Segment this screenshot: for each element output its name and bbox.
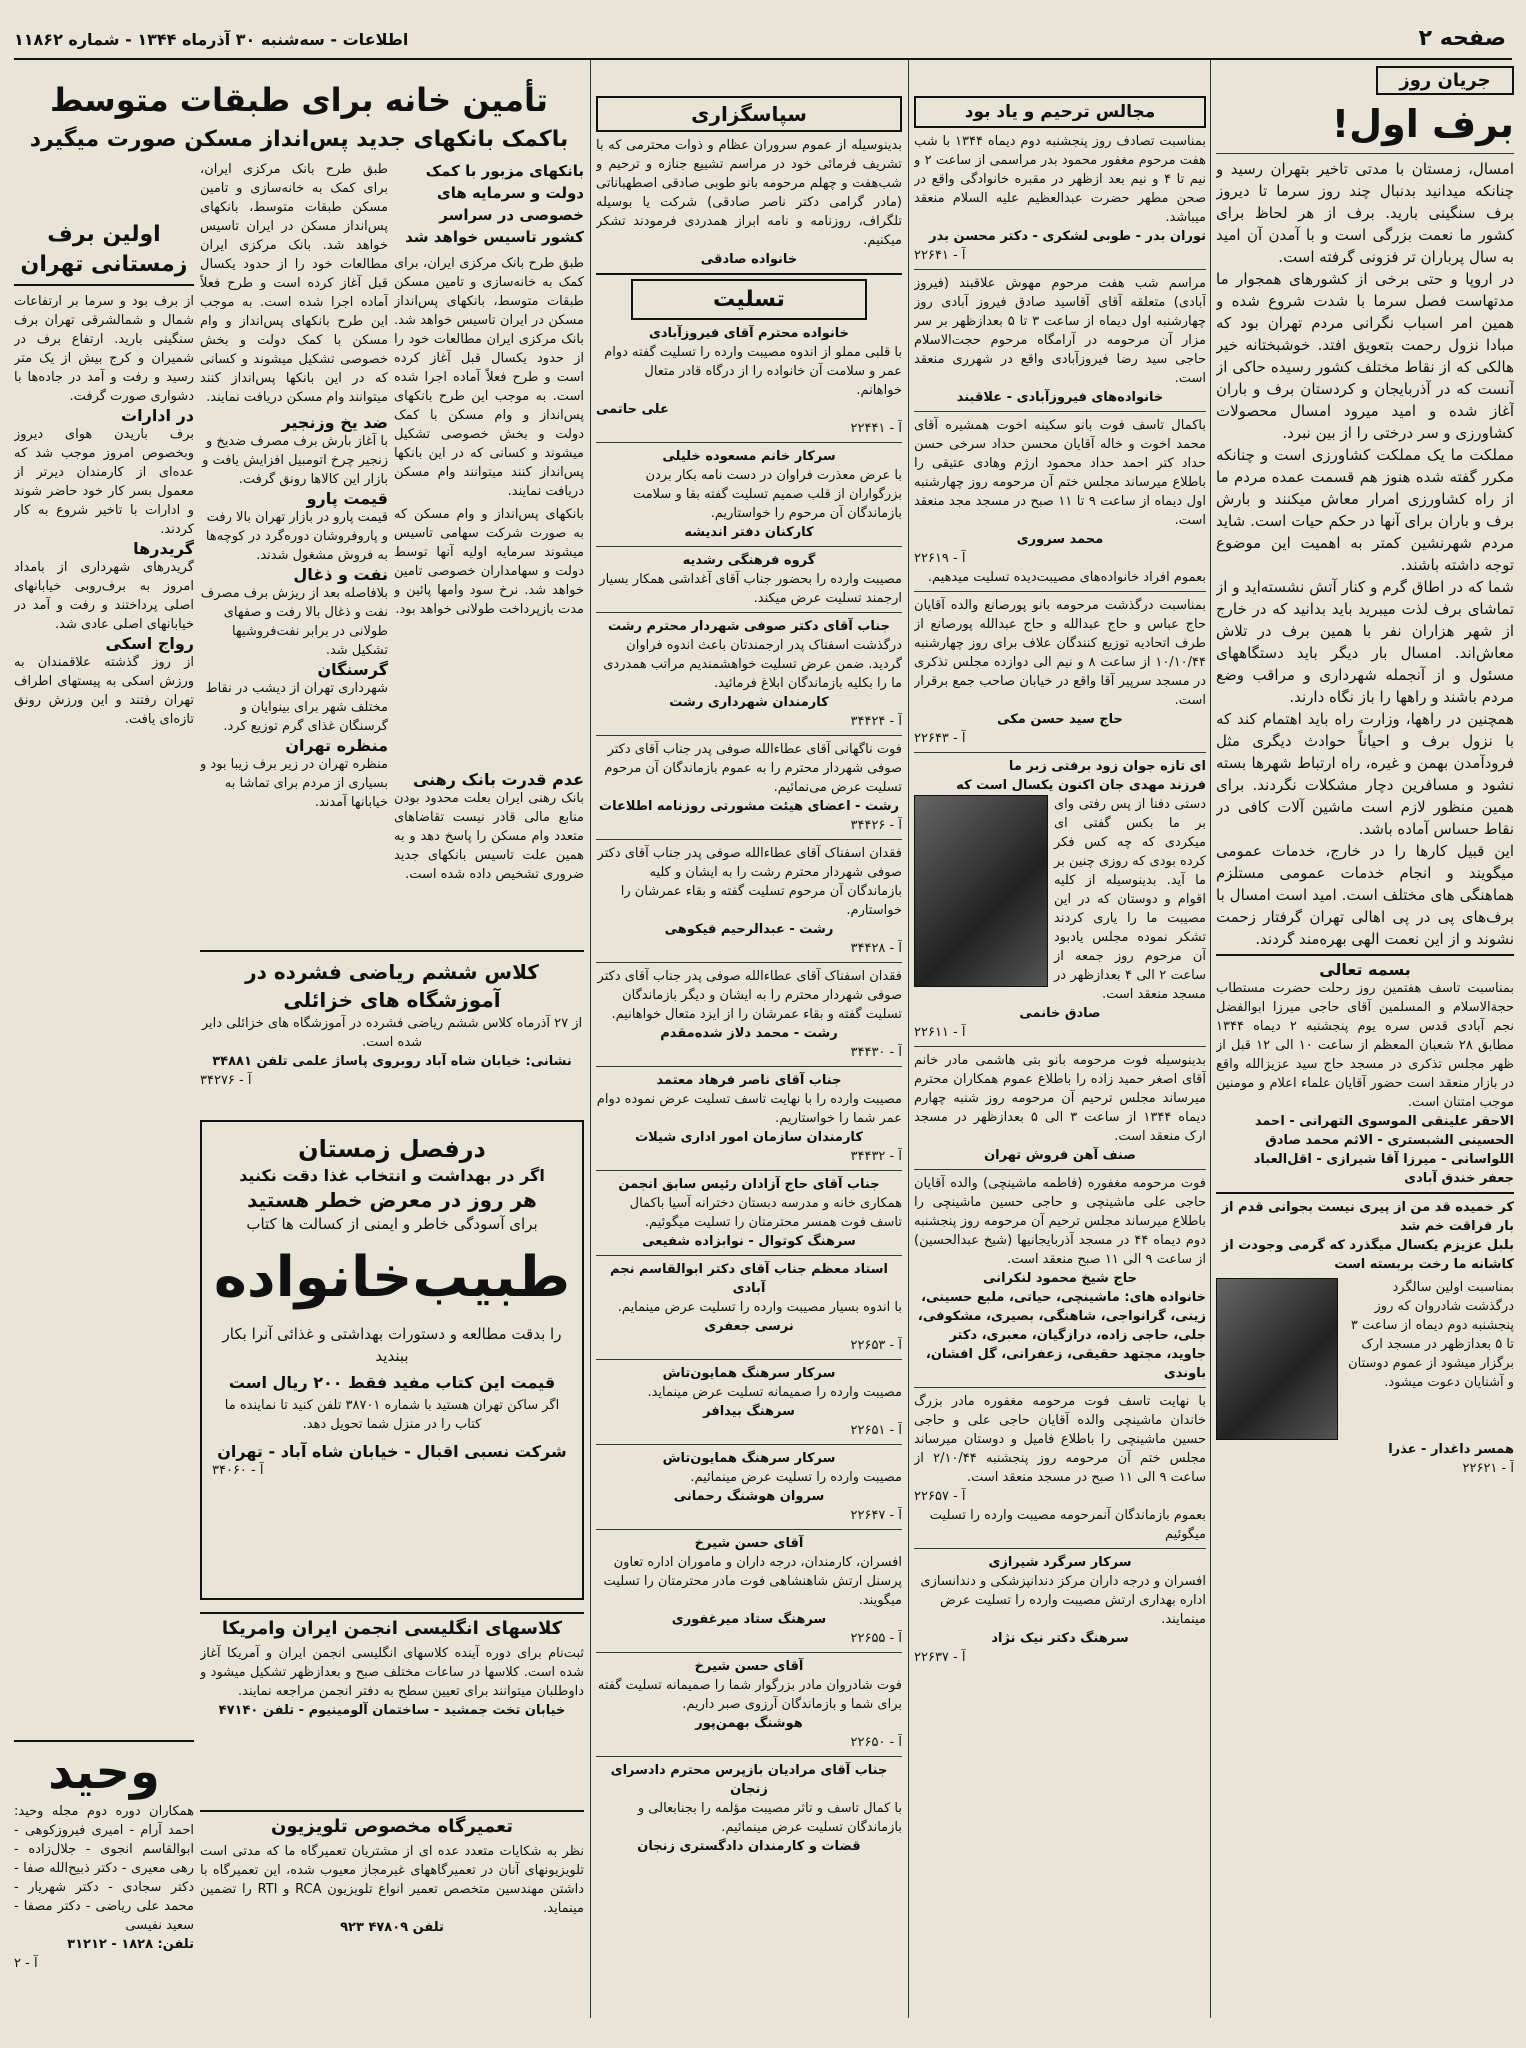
divider bbox=[596, 1756, 902, 1757]
condolence-signature: سرهنگ کوتوال - نوابزاده شفیعی bbox=[642, 1234, 856, 1249]
condolence-signature: رشت - اعضای هیئت مشورتی روزنامه اطلاعات bbox=[599, 799, 899, 814]
divider bbox=[914, 1548, 1206, 1549]
ad-price: قیمت این کتاب مفید فقط ۲۰۰ ریال است bbox=[228, 1373, 556, 1392]
divider bbox=[596, 1359, 902, 1360]
ad-body: همکاران دوره دوم مجله وحید: احمد آرام - امیری فیروزکوهی - ابوالقاسم انجوی - جلال‌زاده - رهی معیری - دکتر ذبیح‌الله صفا - دکتر سجادی - دکتر شهریار - محمد علی ریاضی - دکتر مصفا - سعید نفیسی bbox=[14, 1804, 194, 1933]
editorial-paragraph: این قبیل کارها را در خارج، خدمات عمومی میگویند و انجام خدمات عمومی مستلزم هماهنگی های مختلف است. امید است امسال با برف‌های پی در پی اهالی تهران گرفتار زحمت نشوند و از این نعمت الهی بهره‌مند گردند. bbox=[1216, 842, 1514, 948]
ad-code: آ - ۲۲۶۵۱ bbox=[850, 1423, 902, 1438]
article-subheading: قیمت پارو bbox=[306, 489, 388, 508]
ad-body: نظر به شکایات متعدد عده ای از مشتریان تعمیرگاه ما که مدتی است تلویزیونهای آنان در تعمیرگاههای غیرمجاز معیوب شده، این تعمیرگاه با داشتن مهندسین متخصص تعمیر انواع تلویزیون RCA و RTI را تضمین مینماید. bbox=[200, 1844, 584, 1916]
section-header: سپاسگزاری bbox=[596, 96, 902, 132]
ad-line: اگر در بهداشت و انتخاب غذا دقت نکنید bbox=[239, 1166, 545, 1185]
notice-signature: صادق خانمی bbox=[1019, 1006, 1101, 1021]
thanks-signature: خانواده صادقی bbox=[700, 252, 798, 267]
section-header: تسلیت bbox=[631, 279, 867, 320]
article-paragraph: گریدرهای شهرداری از بامداد امروز به برف‌روبی خیابانهای اصلی پرداختند و رفت و آمد در خیابانهای اصلی عادی شد. bbox=[14, 560, 194, 632]
article-paragraph: از روز گذشته علاقمندان به ورزش اسکی به پیستهای اطراف تهران رفتند و این ورزش رونق تازه‌ای یافت. bbox=[14, 655, 194, 727]
ad-code: آ - ۳۴۰۶۰ bbox=[212, 1463, 264, 1478]
ad-headline: کلاسهای انگلیسی انجمن ایران وامریکا bbox=[221, 1618, 563, 1639]
ad-code: آ - ۳۴۴۲۸ bbox=[850, 941, 902, 956]
memorial-poem: کر خمیده قد من از پیری نیست بجوانی قدم از بار فراقت خم شد بلبل عزیزم یکسال میگذرد که گرمی وجودت از کاشانه ما رخت بربسته است bbox=[1221, 1200, 1514, 1272]
notice: بدینوسیله فوت مرحومه بانو بتی هاشمی مادر خانم آقای اصغر حمید زاده را باطلاع عموم همکاران محترم میرساند مجلس ترحیم آن مرحومه روز شنبه چهارم دیماه ۱۳۴۴ از ساعت ۳ الی ۵ بعدازظهر در مسجد ارک منعقد است. bbox=[914, 1053, 1206, 1144]
condolence-signature: کارمندان سازمان امور اداری شیلات bbox=[635, 1130, 863, 1145]
divider bbox=[596, 442, 902, 443]
article-headline: اولین برف زمستانی تهران bbox=[14, 220, 194, 286]
ad-address: نشانی: خیابان شاه آباد روبروی پاساژ علمی تلفن ۳۴۸۸۱ bbox=[212, 1054, 572, 1069]
ad-headline: تعمیرگاه مخصوص تلویزیون bbox=[270, 1816, 514, 1837]
article-subheading: منظره تهران bbox=[285, 736, 388, 755]
ad-phone: تلفن: ۱۸۲۸ - ۳۱۲۱۲ bbox=[67, 1937, 194, 1952]
ad-code: آ - ۲۲۶۲۱ bbox=[1462, 1461, 1514, 1476]
divider bbox=[596, 1066, 902, 1067]
ad-code: آ - ۳۴۴۳۰ bbox=[850, 1045, 902, 1060]
divider bbox=[596, 1170, 902, 1171]
column-rule bbox=[908, 60, 909, 2018]
editorial-paragraph: در اروپا و حتی برخی از کشورهای همجوار ما مدتهاست فصل سرما با شدت شروع شده و همین امر اسباب نگرانی مردم تهران بود که مبادا نزول رحمت بتعویق افتد. خوشبختانه خیر هالکی که از نقاط مختلف کشور رسیده حاکی از آنست که در آذربایجان و کردستان برف و باران آغاز شده و امید میرود امسال محصولات کشاورزی و سر درختی را از بین نبرد. bbox=[1216, 270, 1514, 442]
vahid-ad bbox=[14, 1740, 194, 2020]
family-names: خانواده های: ماشینچی، حیاتی، ملبع حسینی، زینی، گرانواجی، شاهنگی، بصیری، مشکوفی، جلی، حاجی زاده، درازگیان، معبری، دکتر جاوید، مجتهد حقیقی، زعفرانی، گل افشان، باوندی bbox=[917, 1290, 1206, 1381]
condolence-title: آقای حسن شیرخ bbox=[694, 1536, 804, 1551]
memorial-body: بمناسبت اولین سالگرد درگذشت شادروان که روز پنجشنبه دوم دیماه از ساعت ۳ تا ۵ بعدازظهر در مسجد ارک برگزار میشود از عموم دوستان و آشنایان دعوت میشود. bbox=[1348, 1280, 1514, 1390]
notice-signature: حاج سید حسن مکی bbox=[997, 712, 1123, 727]
condolence-signature: سروان هوشنگ رحمانی bbox=[673, 1489, 825, 1504]
condolence-signature: علی حاتمی bbox=[596, 402, 669, 417]
condolence-title: سرکار خانم مسعوده خلیلی bbox=[662, 449, 836, 464]
class-ad bbox=[200, 950, 584, 1110]
condolence-title: سرکار سرهنگ همایون‌تاش bbox=[662, 1366, 836, 1381]
divider bbox=[914, 411, 1206, 412]
divider bbox=[596, 962, 902, 963]
bank-article bbox=[394, 770, 584, 930]
book-ad bbox=[200, 1120, 584, 1600]
ad-code: آ - ۲۲۶۱۱ bbox=[914, 1025, 966, 1040]
ad-brand: طبیب‌خانواده bbox=[213, 1245, 571, 1310]
page-number: صفحه ۲ bbox=[1418, 26, 1506, 51]
condolence-body: فقدان اسفناک آقای عطاءالله صوفی پدر جناب آقای دکتر صوفی شهردار محترم را به ایشان و دیگر بازماندگان تسلیت گفته و بقاء عمرشان را از ایزد متعال خواهانیم. bbox=[597, 969, 902, 1022]
notice: دستی دفنا از پس رفتی وای بر ما بکس گفتی ای میکردی که چه کس فکر کرده بودی که روزی چنین بر ما آید. بدینوسیله از کلیه اقوام و دوستان که در این مصیبت ما را یاری کردند تشکر نموده مجلس یادبود آن مرحوم روز جمعه از ساعت ۲ الی ۴ بعدازظهر در مسجد منعقد است. bbox=[1054, 797, 1206, 1002]
ad-code: آ - ۲۲۶۵۷ bbox=[914, 1489, 966, 1504]
memorial-signature: همسر داغدار - عذرا bbox=[1388, 1442, 1514, 1457]
article-subheadline: باکمک بانکهای جدید پس‌انداز مسکن صورت میگیرد bbox=[29, 127, 569, 152]
divider bbox=[596, 273, 902, 275]
article-paragraph: قیمت پارو در بازار تهران بالا رفت و پاروفروشان دوره‌گرد در کوچه‌ها به فروش مشغول شدند. bbox=[205, 510, 388, 563]
section-header: مجالس ترحیم و یاد بود bbox=[914, 96, 1206, 128]
condolence-body: با کمال تاسف و تاثر مصیبت مؤلمه را بجنابعالی و بازماندگان تسلیت عرض مینمائیم. bbox=[637, 1801, 902, 1835]
notice-tail: بعموم افراد خانواده‌های مصیبت‌دیده تسلیت میدهیم. bbox=[927, 570, 1206, 585]
tv-repair-ad bbox=[200, 1810, 584, 2020]
ad-company: شرکت نسبی اقبال - خیابان شاه آباد - تهران bbox=[217, 1442, 567, 1461]
divider bbox=[914, 269, 1206, 270]
ad-top: درفصل زمستان bbox=[298, 1135, 486, 1163]
editorial-column bbox=[1216, 62, 1514, 2022]
notice: باکمال تاسف فوت بانو سکینه اخوت همشیره آقای محمد اخوت و خاله آقایان محسن حداد سرخی حسن حداد کتر احمد حداد محمود ارژم وهادی عتیقی را باطلاع میرساند مجلس ختم آن مرحومه روز چهارشنبه اول دیماه از ساعت ۹ تا ۱۱ صبح در مسجد مجد منعقد است. bbox=[914, 418, 1206, 528]
ad-code: آ - ۲۲۶۴۱ bbox=[914, 248, 966, 263]
divider bbox=[1216, 954, 1514, 956]
ad-code: آ - ۳۴۴۳۲ bbox=[850, 1149, 902, 1164]
condolence-title: سرکار سرهنگ همایون‌تاش bbox=[662, 1451, 836, 1466]
ad-address: خیابان تخت جمشید - ساختمان آلومینیوم - تلفن ۴۷۱۴۰ bbox=[218, 1703, 566, 1718]
article-subheading: گرسنگان bbox=[317, 660, 388, 679]
ad-code: آ - ۳۴۴۲۶ bbox=[850, 818, 902, 833]
article-paragraph: شهرداری تهران از دیشب در نقاط مختلف شهر برای بینوایان و گرسنگان غذای گرم توزیع کرد. bbox=[205, 681, 388, 734]
condolence-body: فوت شادروان مادر بزرگوار شما را صمیمانه تسلیت گفته برای شما و بازماندگان آرزوی صبر داریم. bbox=[597, 1678, 902, 1712]
ad-phone: تلفن ۴۷۸۰۹ ۹۲۳ bbox=[340, 1920, 444, 1935]
article-subheading: رواج اسکی bbox=[105, 634, 194, 653]
ad-code: آ - ۲۲۶۵۳ bbox=[850, 1338, 902, 1353]
notice-tail: بعموم بازماندگان آنمرحومه مصیبت وارده را تسلیت میگوئیم bbox=[929, 1508, 1206, 1542]
condolence-signature: رشت - عبدالرحیم فیکوهی bbox=[664, 922, 834, 937]
column-rule bbox=[590, 60, 591, 2018]
article-subheading: ضد یخ وزنجیر bbox=[281, 413, 388, 432]
condolence-body: با قلبی مملو از اندوه مصیبت وارده را تسلیت گفته دوام عمر و سلامت آن خانواده را از درگاه قادر متعال خواهانم. bbox=[604, 345, 902, 398]
condolence-body: همکاری خانه و مدرسه دبستان دخترانه آسیا باکمال تاسف فوت همسر محترمتان را تسلیت میگوئیم. bbox=[629, 1196, 902, 1230]
editorial-title: برف اول! bbox=[1331, 102, 1514, 146]
ad-brand: وحید bbox=[48, 1744, 160, 1800]
ad-code: آ - ۲۲۶۴۷ bbox=[850, 1508, 902, 1523]
divider bbox=[596, 1652, 902, 1653]
notice-heading: بسمه تعالی bbox=[1319, 960, 1411, 979]
divider bbox=[914, 1046, 1206, 1047]
thanks-body: بدینوسیله از عموم سروران عظام و ذوات محترمی که با تشریف فرمائی خود در مراسم تشییع جنازه و ترحیم و شب‌هفت و چهلم مرحومه بانو طوبی صادقی اصطهباناتی (مادر گرامی دکتر ناصر صادقی) شرکت یا بوسیله تلگراف، روزنامه و نامه ابراز همدردی فرمودند تشکر میکنیم. bbox=[596, 138, 902, 248]
memorial-poem: ای تازه جوان زود برفتی زبر ما فرزند مهدی جان اکنون یکسال است که bbox=[956, 759, 1206, 793]
condolence-title: خانواده محترم آقای فیروزآبادی bbox=[648, 326, 850, 341]
condolence-body: فوت ناگهانی آقای عطاءالله صوفی پدر جناب آقای دکتر صوفی شهردار محترم را به عموم بازماندگان آن مرحوم تسلیت عرض می‌نمائیم. bbox=[604, 742, 902, 795]
divider bbox=[1216, 1192, 1514, 1194]
divider bbox=[596, 1529, 902, 1530]
masthead-rule bbox=[14, 58, 1512, 60]
condolence-signature: رشت - محمد دلاز شده‌مقدم bbox=[660, 1026, 838, 1041]
article-headline: تأمین خانه برای طبقات متوسط bbox=[49, 81, 549, 119]
article-paragraph: منظره تهران در زیر برف زیبا بود و بسیاری از مردم برای تماشا به خیابانها آمدند. bbox=[200, 757, 388, 810]
editorial-paragraph: مملکت ما یک مملکت کشاورزی است و چنانکه مکرر گفته شده هنوز هم قسمت عمده مردم ما از راه کشاورزی امرار معاش میکنند و بارش برف و باران برای آنها در حکم حیات است. شاید مردم شهرنشین کمتر به اهمیت این موضوع توجه داشته باشند. bbox=[1216, 446, 1514, 574]
notice-signature: حاج شیخ محمود لنکرانی bbox=[983, 1271, 1137, 1286]
condolence-body: فقدان اسفناک آقای عطاءالله صوفی پدر جناب آقای دکتر صوفی شهردار محترم رشت را به ایشان و کلیه بازماندگان آن مرحوم تسلیت گفته و بقاء عمرشان را خواستارم. bbox=[597, 846, 902, 918]
ad-code: آ - ۲۲۴۴۱ bbox=[850, 421, 902, 436]
article-subheading: در ادارات bbox=[121, 406, 194, 425]
condolence-body: با اندوه بسیار مصیبت وارده را تسلیت عرض مینمایم. bbox=[617, 1300, 902, 1315]
condolence-signature: سرهنگ ستاد میرغفوری bbox=[671, 1612, 827, 1627]
article-subheading: گریدرها bbox=[133, 539, 194, 558]
condolence-signature: نرسی جعفری bbox=[704, 1319, 794, 1334]
obituaries-column bbox=[914, 96, 1206, 2022]
condolence-title: جناب آقای مرادیان بازپرس محترم دادسرای زنجان bbox=[610, 1763, 888, 1797]
notice-title: سرکار سرگرد شیرازی bbox=[988, 1555, 1132, 1570]
notice: فوت مرحومه مغفوره (فاطمه ماشینچی) والده آقایان حاجی علی ماشینچی و حاجی حسین ماشینچی را باطلاع میرساند مجلس ترحیم آن مرحومه روز پنجشنبه دوم دیماه ۴۴ در مسجد آذربایجانیها (شیخ عبدالحسین) از ساعت ۹ الی ۱۱ صبح منعقد است. bbox=[914, 1176, 1206, 1267]
notice-signature: سرهنگ دکتر نیک نژاد bbox=[991, 1631, 1129, 1646]
divider bbox=[596, 546, 902, 547]
condolence-body: مصیبت وارده را با نهایت تاسف تسلیت عرض نموده دوام عمر شما را خواستاریم. bbox=[596, 1092, 902, 1126]
ad-body: از ۲۷ آذرماه کلاس ششم ریاضی فشرده در آموزشگاه های خزائلی دایر شده است. bbox=[201, 1016, 583, 1050]
article-subheading: نفت و ذغال bbox=[293, 565, 388, 584]
condolence-body: مصیبت وارده را تسلیت عرض مینمائیم. bbox=[690, 1470, 902, 1485]
article-paragraph: با آغاز بارش برف مصرف ضدیخ و زنجیر چرخ اتومبیل افزایش یافت و بازار این کالاها رونق گرفت. bbox=[202, 434, 388, 487]
issue-info: اطلاعات - سه‌شنبه ۳۰ آذرماه ۱۳۴۴ - شماره ۱۱۸۶۲ bbox=[14, 30, 409, 49]
divider bbox=[596, 1255, 902, 1256]
notice: افسران و درجه داران مرکز دندانپزشکی و دندانسازی اداره بهداری ارتش مصیبت وارده را تسلیت عرض مینمایند. bbox=[920, 1574, 1206, 1627]
ad-line: را بدقت مطالعه و دستورات بهداشتی و غذائی آنرا بکار ببندید bbox=[222, 1325, 562, 1365]
condolence-title: آقای حسن شیرخ bbox=[694, 1659, 804, 1674]
editorial-paragraph: همچنین در راهها، وزارت راه باید اهتمام کند که با نزول برف و احیاناً حوادث دیگری مثل فرودآمدن بهمن و غیره، راه ارتباط شهرها بسته نشود و مسافرین دچار مشکلات نگردند. برای همین منظور لازم است ماشین آلات کافی در نقاط حساس آماده باشد. bbox=[1216, 710, 1514, 838]
article-paragraph: بانکهای پس‌انداز و وام مسکن که به صورت شرکت سهامی تاسیس میشوند سرمایه اولیه آنها توسط دولت و سهامداران خصوصی تامین خواهد شد. نرخ سود وامها پائین و مدت بازپرداخت طولانی خواهد بود. bbox=[394, 507, 584, 617]
ad-headline: کلاس ششم ریاضی فشرده در آموزشگاه های خزائلی bbox=[245, 960, 539, 1012]
condolence-body: افسران، کارمندان، درجه داران و ماموران اداره تعاون پرسنل ارتش شاهنشاهی فوت مادر محترمتان را تسلیت میگویند. bbox=[603, 1555, 902, 1608]
notice: بمناسبت تصادف روز پنجشنبه دوم دیماه ۱۳۴۴ با شب هفت مرحوم مغفور محمود بدر مراسمی از ساعت ۲ و نیم تا ۴ و نیم بعد ازظهر در مقبره خانوادگی واقع در صحن مطهر حضرت عبدالعظیم علیه السلام منعقد میباشد. bbox=[914, 134, 1206, 225]
ad-code: آ - ۳۴۴۲۴ bbox=[850, 714, 902, 729]
housing-article-cont bbox=[200, 160, 388, 920]
notice: بمناسبت درگذشت مرحومه بانو پورصانع والده آقایان حاج عباس و حاج عبدالله و حاج عبدالله پورصانع از طرف اتحادیه توزیع کنندگان علاف برای روز چهارشنبه ۱۰/۱۰/۴۴ از ساعت ۸ و نیم الی دوازده مجلس تذکری در مسجد سرپیر آقا واقع در خیابان صاحب جمع برقرار است. bbox=[914, 598, 1206, 708]
editorial-paragraph: امسال، زمستان با مدتی تاخیر بتهران رسید و چنانکه میدانید بدنبال چند روز سرما تا دیروز برف سنگینی بارید. برف از هر لحاظ برای کشور ما نعمت بزرگی است و با آمدن آن امید به سال پرباران تر فزونی گرفته است. bbox=[1216, 160, 1514, 266]
divider bbox=[596, 735, 902, 736]
rubric: جریان روز bbox=[1376, 66, 1514, 95]
condolence-signature: کارکنان دفتر اندیشه bbox=[684, 525, 814, 540]
english-class-ad bbox=[200, 1612, 584, 1802]
condolence-signature: سرهنگ بیدافر bbox=[703, 1404, 795, 1419]
notice: با نهایت تاسف فوت مرحومه مغفوره مادر بزرگ خاندان ماشینچی والده آقایان حاجی علی و حاجی حسین ماشینچی را باطلاع فامیل و دوستان میرساند مجلس ختم آن مرحومه روز پنجشنبه ۲/۱۰/۴۴ از ساعت ۹ الی ۱۱ صبح در مسجد منعقد است. bbox=[914, 1394, 1206, 1485]
notice-signatures: الاحقر علینقی الموسوی التهرانی - احمد الحسینی الشبستری - الاثم محمد صادق اللواسانی - میرزا آقا شیرازی - اقل‌العباد جعفر خندق آبادی bbox=[1253, 1114, 1514, 1186]
condolence-title: جناب آقای حاج آزادان رئیس سابق انجمن bbox=[618, 1177, 880, 1192]
notice-body: بمناسبت تاسف هفتمین روز رحلت حضرت مستطاب حجة‌الاسلام و المسلمین آقای حاجی میرزا ابوالفضل نجم آبادی قدس سره یوم پنجشنبه ۲ دیماه ۱۳۴۴ مطابق ۲۸ شعبان المعظم از ساعت ۱۰ الی ۱۲ قبل از ظهر مجلس تذکری در مسجد حاج سید عزیزالله واقع در بازار منعقد است حضور آقایان علماء اعلام و مومنین موجب امتنان است. bbox=[1216, 981, 1514, 1110]
snow-article bbox=[14, 220, 194, 1310]
column-rule bbox=[1210, 60, 1211, 2018]
condolence-body: مصیبت وارده را صمیمانه تسلیت عرض مینماید. bbox=[647, 1385, 902, 1400]
ad-code: آ - ۲۲۶۴۳ bbox=[914, 731, 966, 746]
article-lead: بانکهای مزبور با کمک دولت و سرمایه های خصوصی در سراسر کشور تاسیس خواهد شد bbox=[405, 162, 584, 246]
portrait-photo bbox=[1216, 1278, 1338, 1440]
ad-code: آ - ۲۲۶۱۹ bbox=[914, 551, 966, 566]
housing-article bbox=[394, 160, 584, 820]
portrait-photo bbox=[914, 795, 1048, 987]
editorial-paragraph: شما که در اطاق گرم و کنار آتش نشسته‌اید و از تماشای برف لذت میبرید باید بدانید که در خارج از شهر هزاران نفر با همین برف در تلاش معاش‌اند. امسال بار دیگر باید دستگاههای مسئول و از آنجمله شهرداری و مراقب وضع مردم باشند و راهها را باز نگاه دارند. bbox=[1216, 578, 1514, 706]
divider bbox=[914, 1169, 1206, 1170]
article-paragraph: از برف بود و سرما بر ارتفاعات شمال و شمالشرقی تهران برف سنگینی بارید. ارتفاع برف در شمیران و کرج بیش از یک متر رسید و رفت و آمد در جاده‌ها با دشواری صورت گرفت. bbox=[14, 294, 194, 404]
ad-code: آ - ۳۴۲۷۶ bbox=[200, 1073, 252, 1088]
condolence-body: با عرض معذرت فراوان در دست نامه بکار بردن بزرگواران از قلب صمیم تسلیت گفته بقا و سلامت بازماندگان آن مرحوم را خواستاریم. bbox=[632, 468, 902, 521]
ad-code: آ - ۲۲۶۵۰ bbox=[850, 1735, 902, 1750]
notice-signature: صنف آهن فروش تهران bbox=[984, 1148, 1136, 1163]
ad-code: آ - ۲ bbox=[14, 1956, 38, 1971]
ad-code: آ - ۲۲۶۵۵ bbox=[850, 1631, 902, 1646]
ad-code: آ - ۲۲۶۳۷ bbox=[914, 1650, 966, 1665]
ad-body: اگر ساکن تهران هستید با شماره ۳۸۷۰۱ تلفن کنید تا نماینده ما کتاب را در منزل شما تحویل دهد. bbox=[224, 1398, 560, 1432]
condolence-title: استاد معظم جناب آقای دکتر ابوالقاسم نجم آبادی bbox=[610, 1262, 888, 1296]
condolence-body: درگذشت اسفناک پدر ارجمندتان باعث اندوه فراوان گردید. ضمن عرض تسلیت خواهشمندیم مراتب همدردی ما را بکلیه بازماندگان ابلاغ فرمائید. bbox=[603, 638, 902, 691]
article-paragraph: بانک رهنی ایران بعلت محدود بودن منابع مالی قادر نیست تقاضاهای متعدد وام مسکن را پاسخ دهد و به همین علت تاسیس بانکهای جدید ضروری تشخیص داده شده است. bbox=[394, 791, 584, 882]
divider bbox=[596, 839, 902, 840]
article-paragraph: برف باریدن هوای دیروز وبخصوص امروز موجب شد که عده‌ای از کارمندان دیرتر از معمول بسر کار خود حاضر شوند و ادارات با تاخیر شروع به کار کردند. bbox=[14, 427, 194, 537]
notice-signature: توران بدر - طوبی لشکری - دکتر محسن بدر bbox=[929, 229, 1206, 244]
notice-signature: محمد سروری bbox=[1016, 532, 1104, 547]
divider bbox=[914, 752, 1206, 753]
divider bbox=[914, 1387, 1206, 1388]
divider bbox=[596, 612, 902, 613]
article-subheading: عدم قدرت بانک رهنی bbox=[412, 770, 584, 789]
condolences-column bbox=[596, 96, 902, 2022]
condolence-title: گروه فرهنگی رشدیه bbox=[682, 553, 816, 568]
ad-body: ثبت‌نام برای دوره آینده کلاسهای انگلیسی انجمن ایران و آمریکا آغاز شده است. کلاسها در ساعات مختلف صبح و بعدازظهر تشکیل میشود و داوطلبان میتوانند برای تعیین سطح به دفتر انجمن مراجعه نمایند. bbox=[200, 1646, 584, 1699]
notice: مراسم شب هفت مرحوم مهوش علاقبند (فیروز آبادی) متعلقه آقای آقاسید صادق فیروز آبادی روز چهارشنبه اول دیماه از ساعت ۳ تا ۵ بعدازظهر بر سر مزار آن مرحومه در آرامگاه مرحوم حجت‌الاسلام حاجی سید رضا فیروزآبادی واقع در شهرری منعقد است. bbox=[914, 276, 1206, 386]
notice-signature: خانواده‌های فیروزآبادی - علاقبند bbox=[956, 390, 1164, 405]
condolence-body: مصیبت وارده را بحضور جناب آقای آغداشی همکار بسیار ارجمند تسلیت عرض میکند. bbox=[599, 572, 902, 606]
divider bbox=[596, 1444, 902, 1445]
divider bbox=[1216, 153, 1514, 154]
article-paragraph: بلافاصله بعد از ریزش برف مصرف نفت و ذغال بالا رفت و صفهای طولانی در برابر نفت‌فروشیها تشکیل شد. bbox=[200, 586, 388, 658]
article-paragraph: طبق طرح بانک مرکزی ایران، برای کمک به خانه‌سازی و تامین مسکن طبقات متوسط، بانکهای پس‌انداز مسکن در ایران تاسیس خواهد شد. بانک مرکزی ایران مطالعات خود را از حدود یکسال قبل آغاز کرده است و طرح فعلاً آماده اجرا شده است. به موجب این طرح بانکهای پس‌انداز و وام مسکن با کمک دولت و بخش خصوصی تشکیل میشوند و کسانی که در این بانکها پس‌انداز کنند میتوانند وام مسکن دریافت نمایند. bbox=[200, 162, 388, 405]
divider bbox=[914, 591, 1206, 592]
ad-line: برای آسودگی خاطر و ایمنی از کسالت ها کتاب bbox=[246, 1215, 538, 1233]
condolence-title: جناب آقای ناصر فرهاد معتمد bbox=[656, 1073, 842, 1088]
condolence-signature: کارمندان شهرداری رشت bbox=[669, 695, 829, 710]
condolence-title: جناب آقای دکتر صوفی شهردار محترم رشت bbox=[608, 619, 890, 634]
condolence-signature: هوشنگ بهمن‌پور bbox=[695, 1716, 803, 1731]
article-paragraph: طبق طرح بانک مرکزی ایران، برای کمک به خانه‌سازی و تامین مسکن طبقات متوسط، بانکهای پس‌انداز مسکن در ایران تاسیس خواهد شد. بانک مرکزی ایران مطالعات خود را از حدود یکسال قبل آغاز کرده است و طرح فعلاً آماده اجرا شده است. به موجب این طرح بانکهای پس‌انداز و وام مسکن با کمک دولت و بخش خصوصی تشکیل میشوند و کسانی که در این بانکها پس‌انداز کنند میتوانند وام مسکن دریافت نمایند. bbox=[394, 256, 584, 499]
condolence-signature: قضات و کارمندان دادگستری زنجان bbox=[637, 1839, 861, 1854]
ad-line: هر روز در معرض خطر هستید bbox=[247, 1188, 537, 1212]
